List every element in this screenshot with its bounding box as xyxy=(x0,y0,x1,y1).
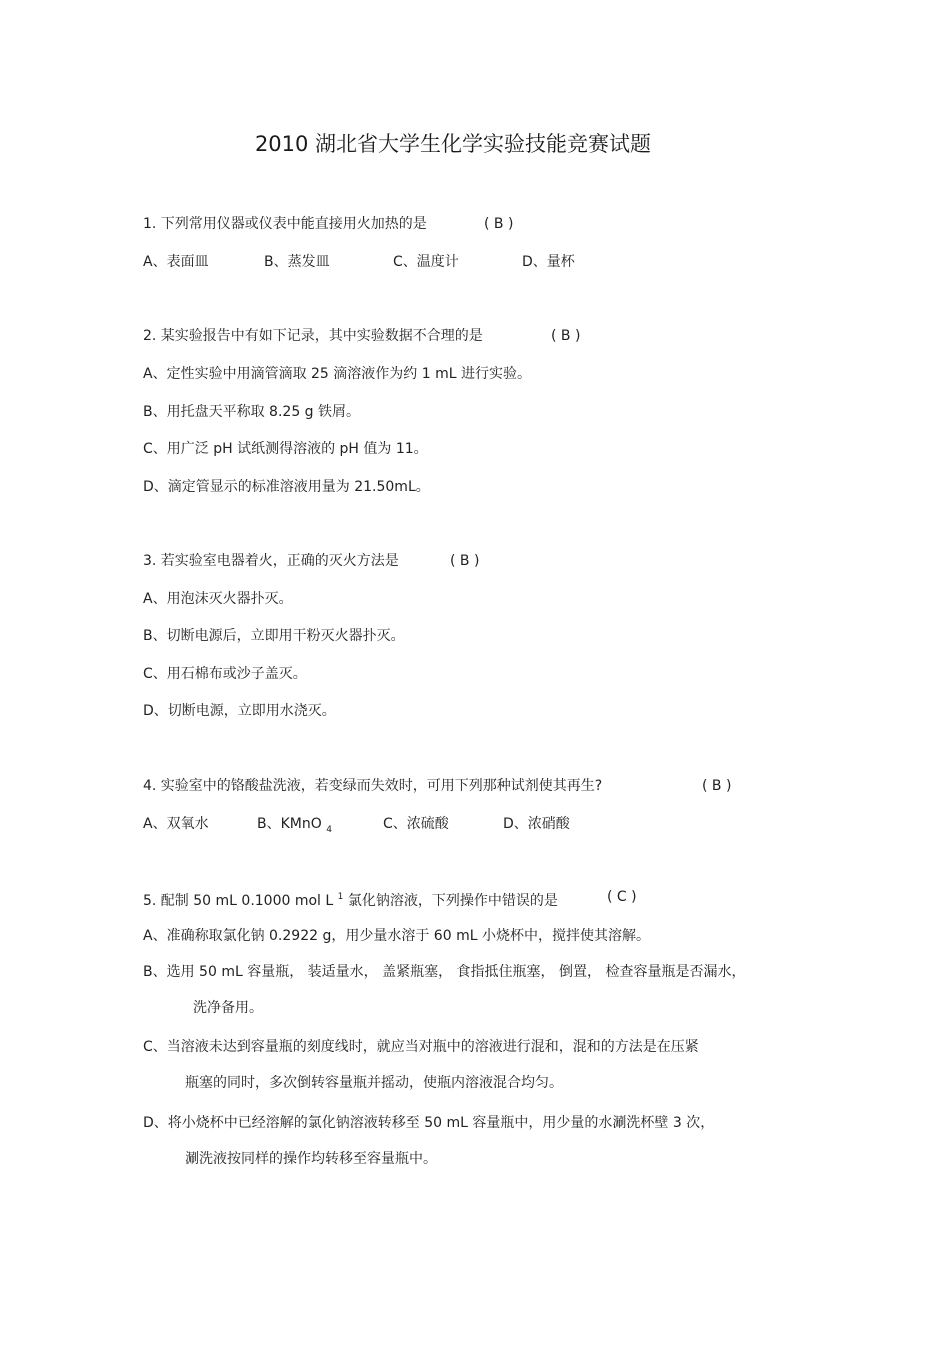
question-2-option-b: B、用托盘天平称取 8.25 g 铁屑。 xyxy=(143,404,361,420)
question-4-answer: ( B ) xyxy=(702,778,732,794)
stem-superscript: 1 xyxy=(337,892,344,902)
question-5-option-c-line-1: C、当溶液未达到容量瓶的刻度线时，就应当对瓶中的溶液进行混和，混和的方法是在压紧 xyxy=(143,1039,699,1055)
question-5-option-b-line-1: B、选用 50 mL 容量瓶， 装适量水， 盖紧瓶塞， 食指抵住瓶塞， 倒置， 检查容量瓶是否漏水， xyxy=(143,964,746,980)
question-1-stem: 1. 下列常用仪器或仪表中能直接用火加热的是 xyxy=(143,216,427,232)
question-4-option-a: A、双氧水 xyxy=(143,816,209,832)
page-title: 2010 湖北省大学生化学实验技能竞赛试题 xyxy=(254,132,652,156)
question-1-option-a: A、表面皿 xyxy=(143,254,209,270)
question-4-stem: 4. 实验室中的铬酸盐洗液，若变绿而失效时，可用下列那种试剂使其再生? xyxy=(143,778,603,794)
question-2-option-d: D、滴定管显示的标准溶液用量为 21.50mL。 xyxy=(143,479,430,495)
question-3-answer: ( B ) xyxy=(450,553,480,569)
question-5-option-a: A、准确称取氯化钠 0.2922 g，用少量水溶于 60 mL 小烧杯中，搅拌使其溶解。 xyxy=(143,928,650,944)
question-5-option-d-line-1: D、将小烧杯中已经溶解的氯化钠溶液转移至 50 mL 容量瓶中，用少量的水涮洗杯壁 3 次， xyxy=(143,1115,715,1131)
question-5-option-c-line-2: 瓶塞的同时，多次倒转容量瓶并摇动，使瓶内溶液混合均匀。 xyxy=(185,1075,563,1091)
question-1-option-b: B、蒸发皿 xyxy=(264,254,330,270)
question-4-option-d: D、浓硝酸 xyxy=(503,816,570,832)
option-b-text: B、KMnO xyxy=(257,816,322,832)
question-1-answer: ( B ) xyxy=(484,216,514,232)
question-3-stem: 3. 若实验室电器着火，正确的灭火方法是 xyxy=(143,553,399,569)
question-3-option-c: C、用石棉布或沙子盖灭。 xyxy=(143,666,307,682)
stem-suffix: 氯化钠溶液，下列操作中错误的是 xyxy=(347,893,558,909)
question-1-option-c: C、温度计 xyxy=(393,254,459,270)
question-2-stem: 2. 某实验报告中有如下记录，其中实验数据不合理的是 xyxy=(143,328,483,344)
question-1-option-d: D、量杯 xyxy=(522,254,575,270)
question-3-option-d: D、切断电源，立即用水浇灭。 xyxy=(143,703,336,719)
question-5-option-d-line-2: 涮洗液按同样的操作均转移至容量瓶中。 xyxy=(185,1151,437,1167)
question-4-option-b xyxy=(257,814,332,840)
question-5-option-b-line-2: 洗净备用。 xyxy=(193,1000,263,1016)
question-2-option-a: A、定性实验中用滴管滴取 25 滴溶液作为约 1 mL 进行实验。 xyxy=(143,366,531,382)
question-3-option-a: A、用泡沫灭火器扑灭。 xyxy=(143,591,293,607)
question-3-option-b: B、切断电源后，立即用干粉灭火器扑灭。 xyxy=(143,628,405,644)
option-b-subscript: 4 xyxy=(326,824,332,835)
question-2-option-c: C、用广泛 pH 试纸测得溶液的 pH 值为 11。 xyxy=(143,441,428,457)
stem-prefix: 5. 配制 50 mL 0.1000 mol L xyxy=(143,893,334,909)
question-4-option-c: C、浓硫酸 xyxy=(383,816,449,832)
question-2-answer: ( B ) xyxy=(551,328,581,344)
question-5-answer: ( C ) xyxy=(607,889,637,905)
question-5-stem xyxy=(143,887,558,911)
